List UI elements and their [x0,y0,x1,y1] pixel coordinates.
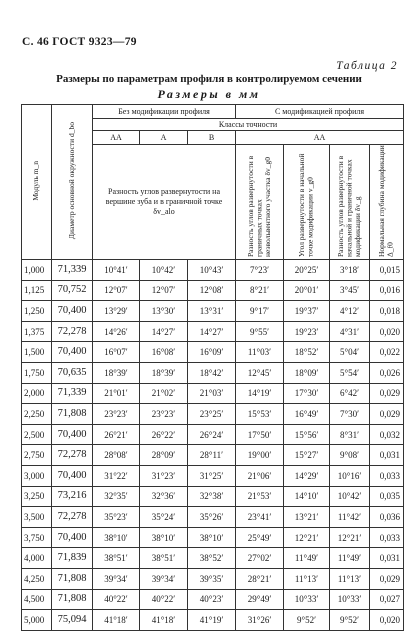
cell-module: 1,250 [22,301,52,322]
cell-angle-start-mod: 18°09′ [284,362,330,383]
cell-class-b: 39°35′ [188,568,236,589]
header-angle-start-mod: Угол развернутости в начальной точке модификации v_g0 [284,145,330,260]
cell-depth-mod: 0,020 [370,321,404,342]
table-row [22,260,404,281]
cell-class-aa: 16°07′ [93,342,140,363]
cell-angle-start-mod: 17°30′ [284,383,330,404]
table-row [22,280,404,301]
cell-angle-diff-mod: 15°53′ [236,404,284,425]
cell-module: 3,500 [22,507,52,528]
cell-angle-diff-mod: 31°26′ [236,610,284,631]
cell-angle-start-mod: 20°01′ [284,280,330,301]
table-row [22,383,404,404]
cell-angle-diff-start: 11°49′ [330,548,370,569]
header-depth-mod: Нормальная глубина модификации Δ_f0 [370,145,404,260]
cell-angle-start-mod: 19°23′ [284,321,330,342]
cell-angle-start-mod: 10°33′ [284,589,330,610]
cell-class-aa: 26°21′ [93,424,140,445]
cell-angle-diff-mod: 8°21′ [236,280,284,301]
cell-depth-mod: 0,029 [370,383,404,404]
cell-class-aa: 14°26′ [93,321,140,342]
cell-class-a: 18°39′ [140,362,188,383]
cell-class-b: 28°11′ [188,445,236,466]
cell-depth-mod: 0,029 [370,568,404,589]
header-diameter: Диаметр основной окружности d_bo [52,105,93,260]
cell-module: 2,500 [22,424,52,445]
cell-depth-mod: 0,029 [370,404,404,425]
cell-class-b: 21°03′ [188,383,236,404]
table-row [22,589,404,610]
cell-class-a: 38°10′ [140,527,188,548]
cell-angle-diff-start: 5°54′ [330,362,370,383]
cell-diameter: 70,400 [52,424,93,445]
cell-angle-diff-start: 10°42′ [330,486,370,507]
header-group-no-mod: Без модификации профиля [93,105,236,119]
cell-class-b: 14°27′ [188,321,236,342]
cell-angle-diff-mod: 17°50′ [236,424,284,445]
cell-diameter: 72,278 [52,507,93,528]
cell-depth-mod: 0,035 [370,486,404,507]
header-class-aa-mod: АА [236,131,404,145]
cell-angle-diff-start: 11°42′ [330,507,370,528]
cell-angle-diff-start: 7°30′ [330,404,370,425]
cell-angle-diff-mod: 7°23′ [236,260,284,281]
cell-class-aa: 10°41′ [93,260,140,281]
cell-class-aa: 28°08′ [93,445,140,466]
cell-class-a: 26°22′ [140,424,188,445]
cell-depth-mod: 0,018 [370,301,404,322]
cell-angle-start-mod: 9°52′ [284,610,330,631]
cell-class-aa: 41°18′ [93,610,140,631]
cell-depth-mod: 0,016 [370,280,404,301]
cell-depth-mod: 0,036 [370,507,404,528]
cell-class-a: 31°23′ [140,465,188,486]
cell-depth-mod: 0,033 [370,465,404,486]
table-caption: Размеры по параметрам профиля в контролируемом сечении [56,73,362,85]
cell-module: 1,125 [22,280,52,301]
cell-diameter: 70,752 [52,280,93,301]
cell-angle-diff-start: 11°13′ [330,568,370,589]
header-angle-diff-mod: Разность углов развернутости в граничных точках неэвольвентного участка δv_g0 [236,145,284,260]
cell-angle-diff-start: 3°18′ [330,260,370,281]
cell-module: 5,000 [22,610,52,631]
cell-angle-diff-mod: 25°49′ [236,527,284,548]
cell-angle-diff-start: 5°04′ [330,342,370,363]
cell-depth-mod: 0,032 [370,424,404,445]
cell-class-b: 41°19′ [188,610,236,631]
cell-class-aa: 38°51′ [93,548,140,569]
table-number: Таблица 2 [336,60,398,72]
cell-class-b: 38°10′ [188,527,236,548]
cell-module: 4,250 [22,568,52,589]
cell-diameter: 70,400 [52,465,93,486]
cell-diameter: 70,400 [52,301,93,322]
cell-angle-diff-start: 8°31′ [330,424,370,445]
cell-class-a: 16°08′ [140,342,188,363]
table-row [22,507,404,528]
table-row [22,568,404,589]
cell-depth-mod: 0,015 [370,260,404,281]
cell-class-b: 13°31′ [188,301,236,322]
cell-class-a: 38°51′ [140,548,188,569]
cell-class-aa: 31°22′ [93,465,140,486]
cell-angle-start-mod: 19°37′ [284,301,330,322]
cell-depth-mod: 0,026 [370,362,404,383]
cell-module: 1,000 [22,260,52,281]
cell-angle-diff-mod: 21°06′ [236,465,284,486]
cell-angle-start-mod: 14°10′ [284,486,330,507]
cell-angle-diff-mod: 23°41′ [236,507,284,528]
cell-diameter: 70,400 [52,342,93,363]
profile-table [21,104,404,631]
cell-module: 3,000 [22,465,52,486]
cell-depth-mod: 0,022 [370,342,404,363]
cell-diameter: 75,094 [52,610,93,631]
cell-angle-diff-start: 12°21′ [330,527,370,548]
table-body [22,260,404,631]
cell-module: 2,250 [22,404,52,425]
cell-module: 3,750 [22,527,52,548]
cell-angle-diff-mod: 12°45′ [236,362,284,383]
cell-module: 1,375 [22,321,52,342]
cell-class-a: 28°09′ [140,445,188,466]
cell-angle-start-mod: 12°21′ [284,527,330,548]
table-row [22,301,404,322]
cell-module: 1,500 [22,342,52,363]
cell-class-b: 31°25′ [188,465,236,486]
cell-class-a: 39°34′ [140,568,188,589]
cell-class-a: 12°07′ [140,280,188,301]
cell-class-a: 10°42′ [140,260,188,281]
cell-depth-mod: 0,020 [370,610,404,631]
cell-class-aa: 32°35′ [93,486,140,507]
cell-angle-diff-start: 3°45′ [330,280,370,301]
cell-depth-mod: 0,033 [370,527,404,548]
cell-diameter: 71,339 [52,260,93,281]
header-angle-diff-tip: Разность углов развернутости на вершине зуба и в граничной точке δv_alo [93,145,236,260]
cell-class-b: 23°25′ [188,404,236,425]
cell-class-a: 23°23′ [140,404,188,425]
cell-class-a: 32°36′ [140,486,188,507]
header-accuracy-classes: Классы точности [93,119,404,131]
header-class-a: А [140,131,188,145]
cell-angle-diff-start: 9°52′ [330,610,370,631]
cell-angle-diff-start: 4°31′ [330,321,370,342]
cell-class-a: 41°18′ [140,610,188,631]
cell-class-b: 40°23′ [188,589,236,610]
header-class-aa: АА [93,131,140,145]
cell-angle-diff-start: 6°42′ [330,383,370,404]
cell-diameter: 72,278 [52,321,93,342]
table-row [22,610,404,631]
cell-class-a: 14°27′ [140,321,188,342]
cell-angle-diff-start: 4°12′ [330,301,370,322]
cell-class-a: 40°22′ [140,589,188,610]
cell-module: 4,000 [22,548,52,569]
cell-angle-start-mod: 11°13′ [284,568,330,589]
cell-diameter: 70,400 [52,527,93,548]
cell-module: 3,250 [22,486,52,507]
cell-angle-diff-mod: 29°49′ [236,589,284,610]
cell-depth-mod: 0,027 [370,589,404,610]
cell-diameter: 71,808 [52,568,93,589]
cell-angle-diff-start: 9°08′ [330,445,370,466]
cell-diameter: 71,339 [52,383,93,404]
table-row [22,342,404,363]
cell-angle-diff-mod: 19°00′ [236,445,284,466]
cell-class-aa: 38°10′ [93,527,140,548]
cell-angle-diff-mod: 14°19′ [236,383,284,404]
cell-angle-diff-mod: 28°21′ [236,568,284,589]
cell-class-aa: 18°39′ [93,362,140,383]
cell-class-b: 12°08′ [188,280,236,301]
table-row [22,465,404,486]
cell-angle-diff-mod: 11°03′ [236,342,284,363]
cell-angle-diff-start: 10°16′ [330,465,370,486]
cell-class-b: 10°43′ [188,260,236,281]
table-row [22,445,404,466]
cell-module: 2,000 [22,383,52,404]
cell-diameter: 73,216 [52,486,93,507]
cell-diameter: 70,635 [52,362,93,383]
cell-diameter: 71,839 [52,548,93,569]
cell-class-aa: 12°07′ [93,280,140,301]
cell-depth-mod: 0,031 [370,548,404,569]
cell-module: 4,500 [22,589,52,610]
cell-class-aa: 35°23′ [93,507,140,528]
cell-class-a: 13°30′ [140,301,188,322]
cell-class-aa: 39°34′ [93,568,140,589]
cell-module: 2,750 [22,445,52,466]
cell-angle-diff-mod: 21°53′ [236,486,284,507]
cell-class-b: 26°24′ [188,424,236,445]
cell-angle-start-mod: 13°21′ [284,507,330,528]
cell-class-aa: 40°22′ [93,589,140,610]
cell-class-aa: 23°23′ [93,404,140,425]
cell-angle-start-mod: 15°56′ [284,424,330,445]
cell-angle-diff-mod: 9°55′ [236,321,284,342]
cell-class-a: 35°24′ [140,507,188,528]
cell-angle-diff-start: 10°33′ [330,589,370,610]
table-row [22,486,404,507]
cell-angle-start-mod: 11°49′ [284,548,330,569]
table-row [22,404,404,425]
cell-angle-start-mod: 16°49′ [284,404,330,425]
cell-class-b: 38°52′ [188,548,236,569]
cell-module: 1,750 [22,362,52,383]
units-note: Размеры в мм [157,87,261,101]
cell-angle-diff-mod: 27°02′ [236,548,284,569]
header-module: Модуль m_n [22,105,52,260]
cell-class-b: 18°42′ [188,362,236,383]
table-row [22,548,404,569]
cell-depth-mod: 0,031 [370,445,404,466]
cell-angle-start-mod: 20°25′ [284,260,330,281]
cell-class-b: 16°09′ [188,342,236,363]
page-header: С. 46 ГОСТ 9323—79 [22,36,137,48]
cell-diameter: 71,808 [52,404,93,425]
header-angle-diff-start: Разность углов развернутости в начальной и граничной точках модификации δv_g [330,145,370,260]
cell-class-b: 32°38′ [188,486,236,507]
cell-class-b: 35°26′ [188,507,236,528]
cell-angle-start-mod: 14°29′ [284,465,330,486]
cell-class-aa: 21°01′ [93,383,140,404]
cell-angle-diff-mod: 9°17′ [236,301,284,322]
cell-angle-start-mod: 18°52′ [284,342,330,363]
cell-diameter: 71,808 [52,589,93,610]
header-group-mod: С модификацией профиля [236,105,404,119]
cell-class-a: 21°02′ [140,383,188,404]
table-row [22,424,404,445]
header-class-b: В [188,131,236,145]
table-row [22,321,404,342]
table-row [22,527,404,548]
cell-diameter: 72,278 [52,445,93,466]
table-row [22,362,404,383]
cell-angle-start-mod: 15°27′ [284,445,330,466]
cell-class-aa: 13°29′ [93,301,140,322]
